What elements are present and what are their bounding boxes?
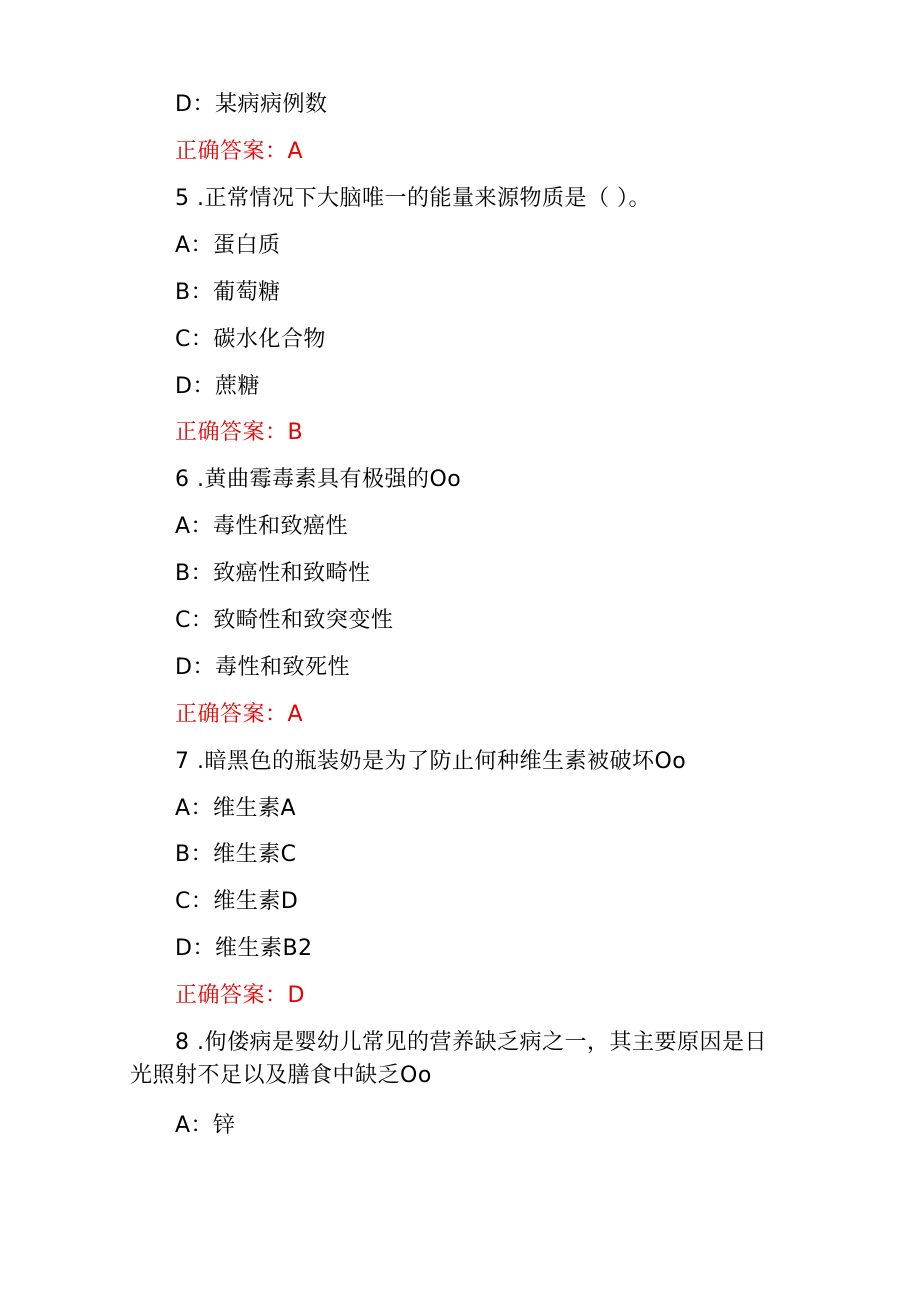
question-line: 8 .佝偻病是婴幼儿常见的营养缺乏病之一，其主要原因是日 (175, 1030, 767, 1055)
option-line: B：葡萄糖 (175, 280, 281, 305)
option-line: C：维生素D (175, 889, 299, 914)
option-line: D：蔗糖 (175, 374, 260, 399)
option-line: A：锌 (175, 1113, 236, 1138)
correct-answer-line: 正确答案：A (175, 139, 304, 164)
option-line: B：致癌性和致畸性 (175, 561, 371, 586)
question-line: 6 .黄曲霉毒素具有极强的Oo (175, 467, 462, 492)
option-line: B：维生素C (175, 842, 297, 867)
option-line: D：某病病例数 (175, 92, 328, 117)
question-line: 7 .暗黑色的瓶装奶是为了防止何种维生素被破坏Oo (175, 749, 687, 774)
option-line: A：蛋白质 (175, 233, 281, 258)
correct-answer-line: 正确答案：A (175, 702, 304, 727)
option-line: A：毒性和致癌性 (175, 514, 349, 539)
option-line: C：致畸性和致突变性 (175, 608, 394, 633)
question-line-continued: 光照射不足以及膳食中缺乏Oo (130, 1063, 432, 1088)
question-line: 5 .正常情况下大脑唯一的能量来源物质是（ ）。 (175, 186, 651, 211)
correct-answer-line: 正确答案：D (175, 983, 305, 1008)
option-line: D：毒性和致死性 (175, 655, 350, 680)
option-line: C：碳水化合物 (175, 327, 326, 352)
option-line: D：维生素B2 (175, 936, 313, 961)
correct-answer-line: 正确答案：B (175, 420, 304, 445)
option-line: A：维生素A (175, 796, 297, 821)
